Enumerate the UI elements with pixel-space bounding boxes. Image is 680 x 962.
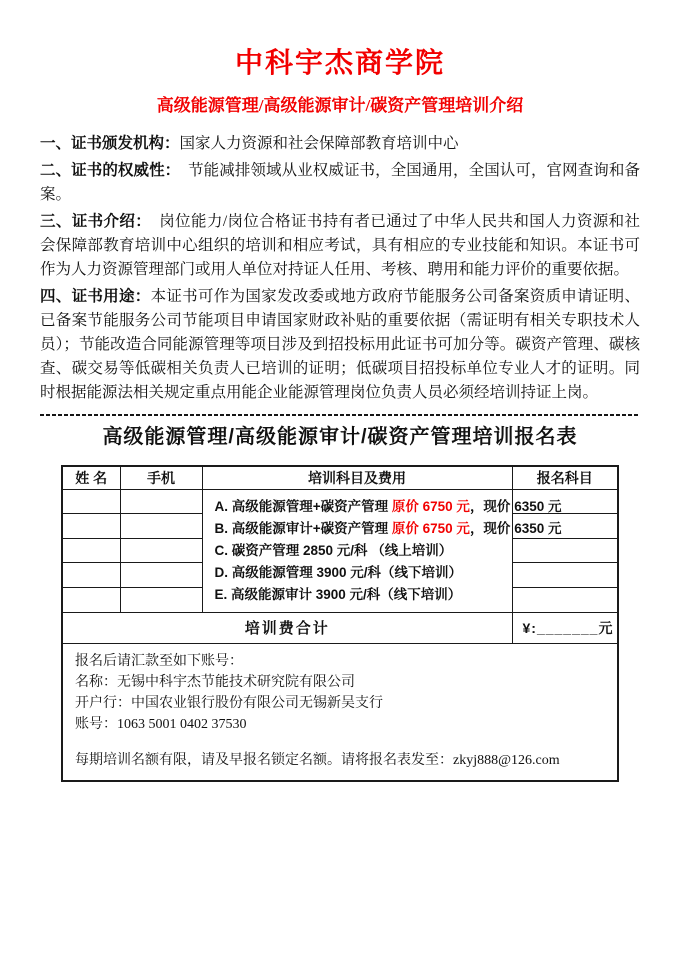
section-authority: [40, 159, 640, 207]
section-issuer-label: 一、证书颁发机构：: [40, 135, 180, 152]
section-usage-label: 四、证书用途：: [40, 288, 151, 305]
phone-input-cell: [120, 514, 202, 539]
payment-company: 名称：无锡中科宇杰节能技术研究院有限公司: [75, 674, 355, 690]
section-usage: [40, 285, 640, 405]
total-row: [62, 612, 618, 643]
section-issuer-text: 国家人力资源和社会保障部教育培训中心: [179, 135, 459, 152]
col-header-name: 姓 名: [62, 466, 120, 489]
section-usage-text: 本证书可作为国家发改委或地方政府节能服务公司备案资质申请证明、已备案节能服务公司节能项目申请国家财政补贴的重要依据（需证明有相关专职技术人员）；节能改造合同能源管理等项目涉及到招投标用此证书可加分等。碳资产管理、碳核查、碳交易等低碳相关负责人已培训的证明；低碳项目招投标单位专业人才的证明。同时根据能源法相关规定重点用能企业能源管理岗位负责人员必须经培训持证上岗。: [40, 288, 640, 401]
course-option-a: A. 高级能源管理+碳资产管理 原价 6750 元，现价 6350 元: [214, 498, 562, 514]
course-option-b: B. 高级能源审计+碳资产管理 原价 6750 元，现价 6350 元: [214, 520, 562, 536]
section-authority-text: 节能减排领域从业权威证书，全国通用，全国认可，官网查询和备案。: [40, 162, 640, 203]
section-authority-label: 二、证书的权威性：: [40, 162, 173, 179]
col-header-course-fee: 培训科目及费用: [202, 466, 512, 489]
course-option-e: E. 高级能源审计 3900 元/科（线下培训）: [214, 586, 462, 602]
page-title: 中科宇杰商学院: [234, 48, 445, 79]
table-row: [62, 489, 618, 514]
page-subtitle: 高级能源管理/高级能源审计/碳资产管理培训介绍: [156, 96, 524, 115]
registration-note: 每期培训名额有限，请及早报名锁定名额。请将报名表发至：zkyj888@126.com: [75, 752, 560, 768]
subject-input-cell: [512, 563, 618, 588]
form-title: 高级能源管理/高级能源审计/碳资产管理培训报名表: [102, 426, 578, 448]
name-input-cell: [62, 563, 120, 588]
col-header-subject: 报名科目: [512, 466, 618, 489]
course-option-d: D. 高级能源管理 3900 元/科（线下培训）: [214, 564, 463, 580]
phone-input-cell: [120, 489, 202, 514]
phone-input-cell: [120, 563, 202, 588]
col-header-phone: 手机: [120, 466, 202, 489]
subject-input-cell: [512, 538, 618, 563]
total-fee-label: 培训费合计: [62, 612, 512, 643]
spacer: [75, 735, 605, 750]
name-input-cell: [62, 489, 120, 514]
dashed-divider: [40, 414, 640, 416]
payment-heading: 报名后请汇款至如下账号：: [75, 653, 243, 669]
course-list-cell: [202, 489, 562, 612]
total-amount-cell: ¥:_______元: [512, 612, 618, 643]
section-introduction-text: 岗位能力/岗位合格证书持有者已通过了中华人民共和国人力资源和社会保障部教育培训中心组织的培训和相应考试，具有相应的专业技能和知识。本证书可作为人力资源管理部门或用人单位对持证人任用、考核、聘用和能力评价的重要依据。: [40, 213, 640, 278]
name-input-cell: [62, 514, 120, 539]
payment-account: 账号：1063 5001 0402 37530: [75, 716, 247, 732]
course-option-c: C. 碳资产管理 2850 元/科 （线上培训）: [214, 542, 453, 558]
name-input-cell: [62, 538, 120, 563]
section-introduction-label: 三、证书介绍：: [40, 213, 144, 230]
section-issuer: [40, 132, 640, 156]
name-input-cell: [62, 587, 120, 612]
registration-table: [61, 465, 619, 782]
payment-bank: 开户行：中国农业银行股份有限公司无锡新吴支行: [75, 695, 383, 711]
payment-info-row: [62, 643, 618, 781]
table-header-row: [62, 466, 618, 489]
original-price-a: 原价 6750 元: [391, 498, 470, 514]
subject-input-cell: [512, 587, 618, 612]
payment-info-cell: [62, 643, 618, 781]
phone-input-cell: [120, 587, 202, 612]
phone-input-cell: [120, 538, 202, 563]
original-price-b: 原价 6750 元: [391, 520, 470, 536]
intro-sections: [40, 132, 640, 405]
section-introduction: [40, 210, 640, 282]
